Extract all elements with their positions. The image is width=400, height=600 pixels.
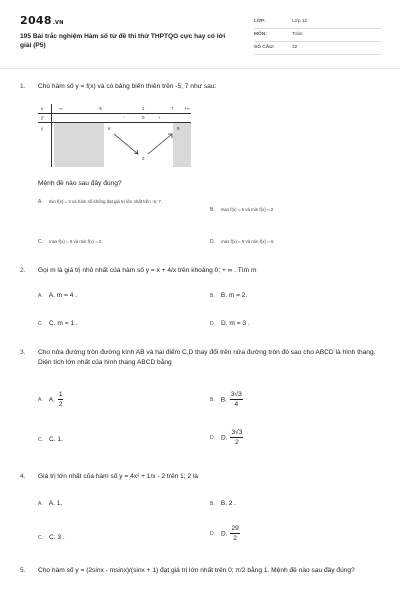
- table-x-label: x: [41, 106, 44, 111]
- option-letter: D.: [210, 435, 215, 442]
- option-letter: B.: [210, 293, 215, 299]
- table-y-value: 2: [142, 156, 145, 161]
- question-2: [20, 266, 382, 276]
- question-text: Cho hàm số y = f(x) và có bảng biến thiên trên -5; 7 như sau:: [38, 83, 217, 90]
- question-4: [20, 472, 382, 482]
- option-a[interactable]: [38, 198, 178, 206]
- question-5: [20, 566, 382, 590]
- document-meta: [254, 16, 382, 55]
- option-b[interactable]: [210, 206, 360, 214]
- fraction-denominator: 2: [235, 439, 239, 446]
- option-text: B.: [220, 396, 227, 404]
- fraction-denominator: 4: [234, 401, 239, 408]
- table-x-value: 1: [142, 106, 145, 111]
- option-text: C. 1.: [49, 436, 63, 443]
- option-letter: C.: [38, 239, 43, 245]
- site-logo[interactable]: [20, 14, 64, 27]
- page-header: [20, 14, 382, 58]
- option-d[interactable]: [210, 428, 244, 447]
- question-3: [20, 348, 382, 372]
- option-letter: D.: [210, 239, 215, 245]
- option-c[interactable]: [38, 320, 78, 328]
- option-letter: D.: [210, 531, 215, 538]
- option-letter: C.: [38, 437, 43, 443]
- option-text: min f(x) = 2 và hàm số không đạt giá trị lớn nhất trên -5; 7.: [48, 199, 163, 204]
- option-letter: B.: [210, 501, 215, 507]
- question-text: Gọi m là giá trị nhỏ nhất của hàm số y = x + 4/x trên khoảng 0; + ∞ . Tìm m: [38, 267, 257, 274]
- meta-subject: [254, 29, 382, 42]
- meta-question-count: [254, 42, 382, 55]
- table-yprime-label: y': [41, 115, 45, 120]
- question-number: 1.: [20, 83, 26, 90]
- option-letter: A.: [38, 501, 43, 507]
- option-text: max f(x) = 9 và min f(x) = 2.: [49, 239, 103, 244]
- question-number: 5.: [20, 567, 26, 574]
- table-x-value: -5: [98, 106, 102, 111]
- meta-label: SỐ CÂU:: [254, 45, 275, 50]
- logo-text: 2048: [20, 14, 52, 27]
- option-text: max f(x) = 6 và min f(x) = 2.: [220, 207, 275, 212]
- variation-table: [38, 104, 191, 167]
- table-yprime-value: -: [123, 115, 125, 120]
- option-letter: D.: [210, 321, 215, 327]
- option-letter: A.: [38, 293, 43, 299]
- option-b[interactable]: [210, 390, 244, 409]
- option-text: C. m = 1 .: [49, 320, 78, 327]
- option-d[interactable]: [210, 524, 241, 543]
- question-1: [20, 82, 382, 92]
- meta-label: MÔN:: [254, 32, 267, 37]
- option-text: A. m = 4 .: [48, 292, 78, 299]
- question-number: 3.: [20, 349, 26, 356]
- option-c[interactable]: [38, 238, 188, 246]
- option-a[interactable]: [38, 390, 64, 409]
- option-text: D.: [221, 530, 228, 538]
- question-number: 4.: [20, 473, 26, 480]
- fraction-numerator: 3√3: [230, 391, 242, 398]
- table-y-label: y: [41, 126, 44, 131]
- fraction-numerator: 29: [231, 525, 239, 532]
- option-a[interactable]: [38, 292, 77, 300]
- question-text: Cho hàm số y = (2sinx - msinx)/(sinx + 1) đạt giá trị lớn nhất trên 0; π/2 bằng 1. Mệnh đề nào sau đây đúng?: [38, 567, 355, 574]
- option-d[interactable]: [210, 320, 250, 328]
- variation-arrows: [38, 104, 191, 167]
- fraction-denominator: 2: [58, 401, 63, 408]
- option-letter: A.: [38, 397, 43, 404]
- option-a[interactable]: [38, 500, 62, 508]
- option-d[interactable]: [210, 238, 360, 246]
- fraction-numerator: 3√3: [231, 429, 243, 436]
- option-fraction: [58, 390, 64, 409]
- option-letter: A.: [38, 199, 43, 205]
- meta-value: Lớp 12: [292, 19, 308, 24]
- fraction-numerator: 1: [58, 391, 63, 398]
- option-letter: C.: [38, 535, 43, 541]
- meta-value: 32: [292, 45, 298, 50]
- option-c[interactable]: [38, 436, 63, 444]
- fraction-denominator: 2: [233, 535, 237, 542]
- option-text: A.: [48, 396, 55, 404]
- table-yprime-value: 0: [142, 115, 145, 120]
- option-fraction: [230, 390, 243, 409]
- question-statement: Mệnh đề nào sau đây đúng?: [38, 180, 122, 187]
- header-divider: [0, 68, 400, 69]
- table-y-value: 9: [177, 126, 180, 131]
- option-text: B. 2 .: [220, 500, 237, 507]
- option-letter: C.: [38, 321, 43, 327]
- question-number: 2.: [20, 267, 26, 274]
- logo-suffix: .VN: [52, 20, 64, 26]
- question-text: Giá trị lớn nhất của hàm số y = 4x² + 1/x - 2 trên 1; 2 là: [38, 473, 199, 480]
- option-text: D.: [221, 434, 228, 442]
- option-text: A. 1.: [48, 500, 63, 507]
- meta-label: LỚP:: [254, 19, 266, 24]
- document-title: 195 Bài trắc nghiệm Hàm số từ đề thi thử THPTQG cực hay có lời giải (P5): [20, 33, 226, 49]
- option-fraction: [230, 428, 243, 447]
- table-yprime-value: +: [158, 115, 161, 120]
- option-text: C. 3 .: [49, 534, 65, 541]
- option-fraction: [230, 524, 239, 543]
- option-text: max f(x) = 9 và min f(x) = 6.: [221, 239, 275, 244]
- option-text: B. m = 2.: [220, 292, 248, 299]
- meta-value: Toán: [292, 32, 303, 37]
- option-text: D. m = 3 .: [221, 320, 250, 327]
- table-x-value: -∞: [58, 106, 63, 111]
- table-y-value: 6: [108, 126, 111, 131]
- option-letter: B.: [210, 207, 215, 213]
- option-letter: B.: [210, 397, 215, 404]
- table-x-value: +∞: [184, 106, 190, 111]
- table-x-value: 7: [171, 106, 174, 111]
- option-c[interactable]: [38, 534, 65, 542]
- option-b[interactable]: [210, 292, 247, 300]
- question-text: Cho nửa đường tròn đường kính AB và hai điểm C,D thay đổi trên nửa đường tròn đó sao cho ABCD là hình thang. Diện tích lớn nhất của hình thang ABCD bằng: [38, 349, 376, 366]
- meta-class: [254, 16, 382, 29]
- option-b[interactable]: [210, 500, 236, 508]
